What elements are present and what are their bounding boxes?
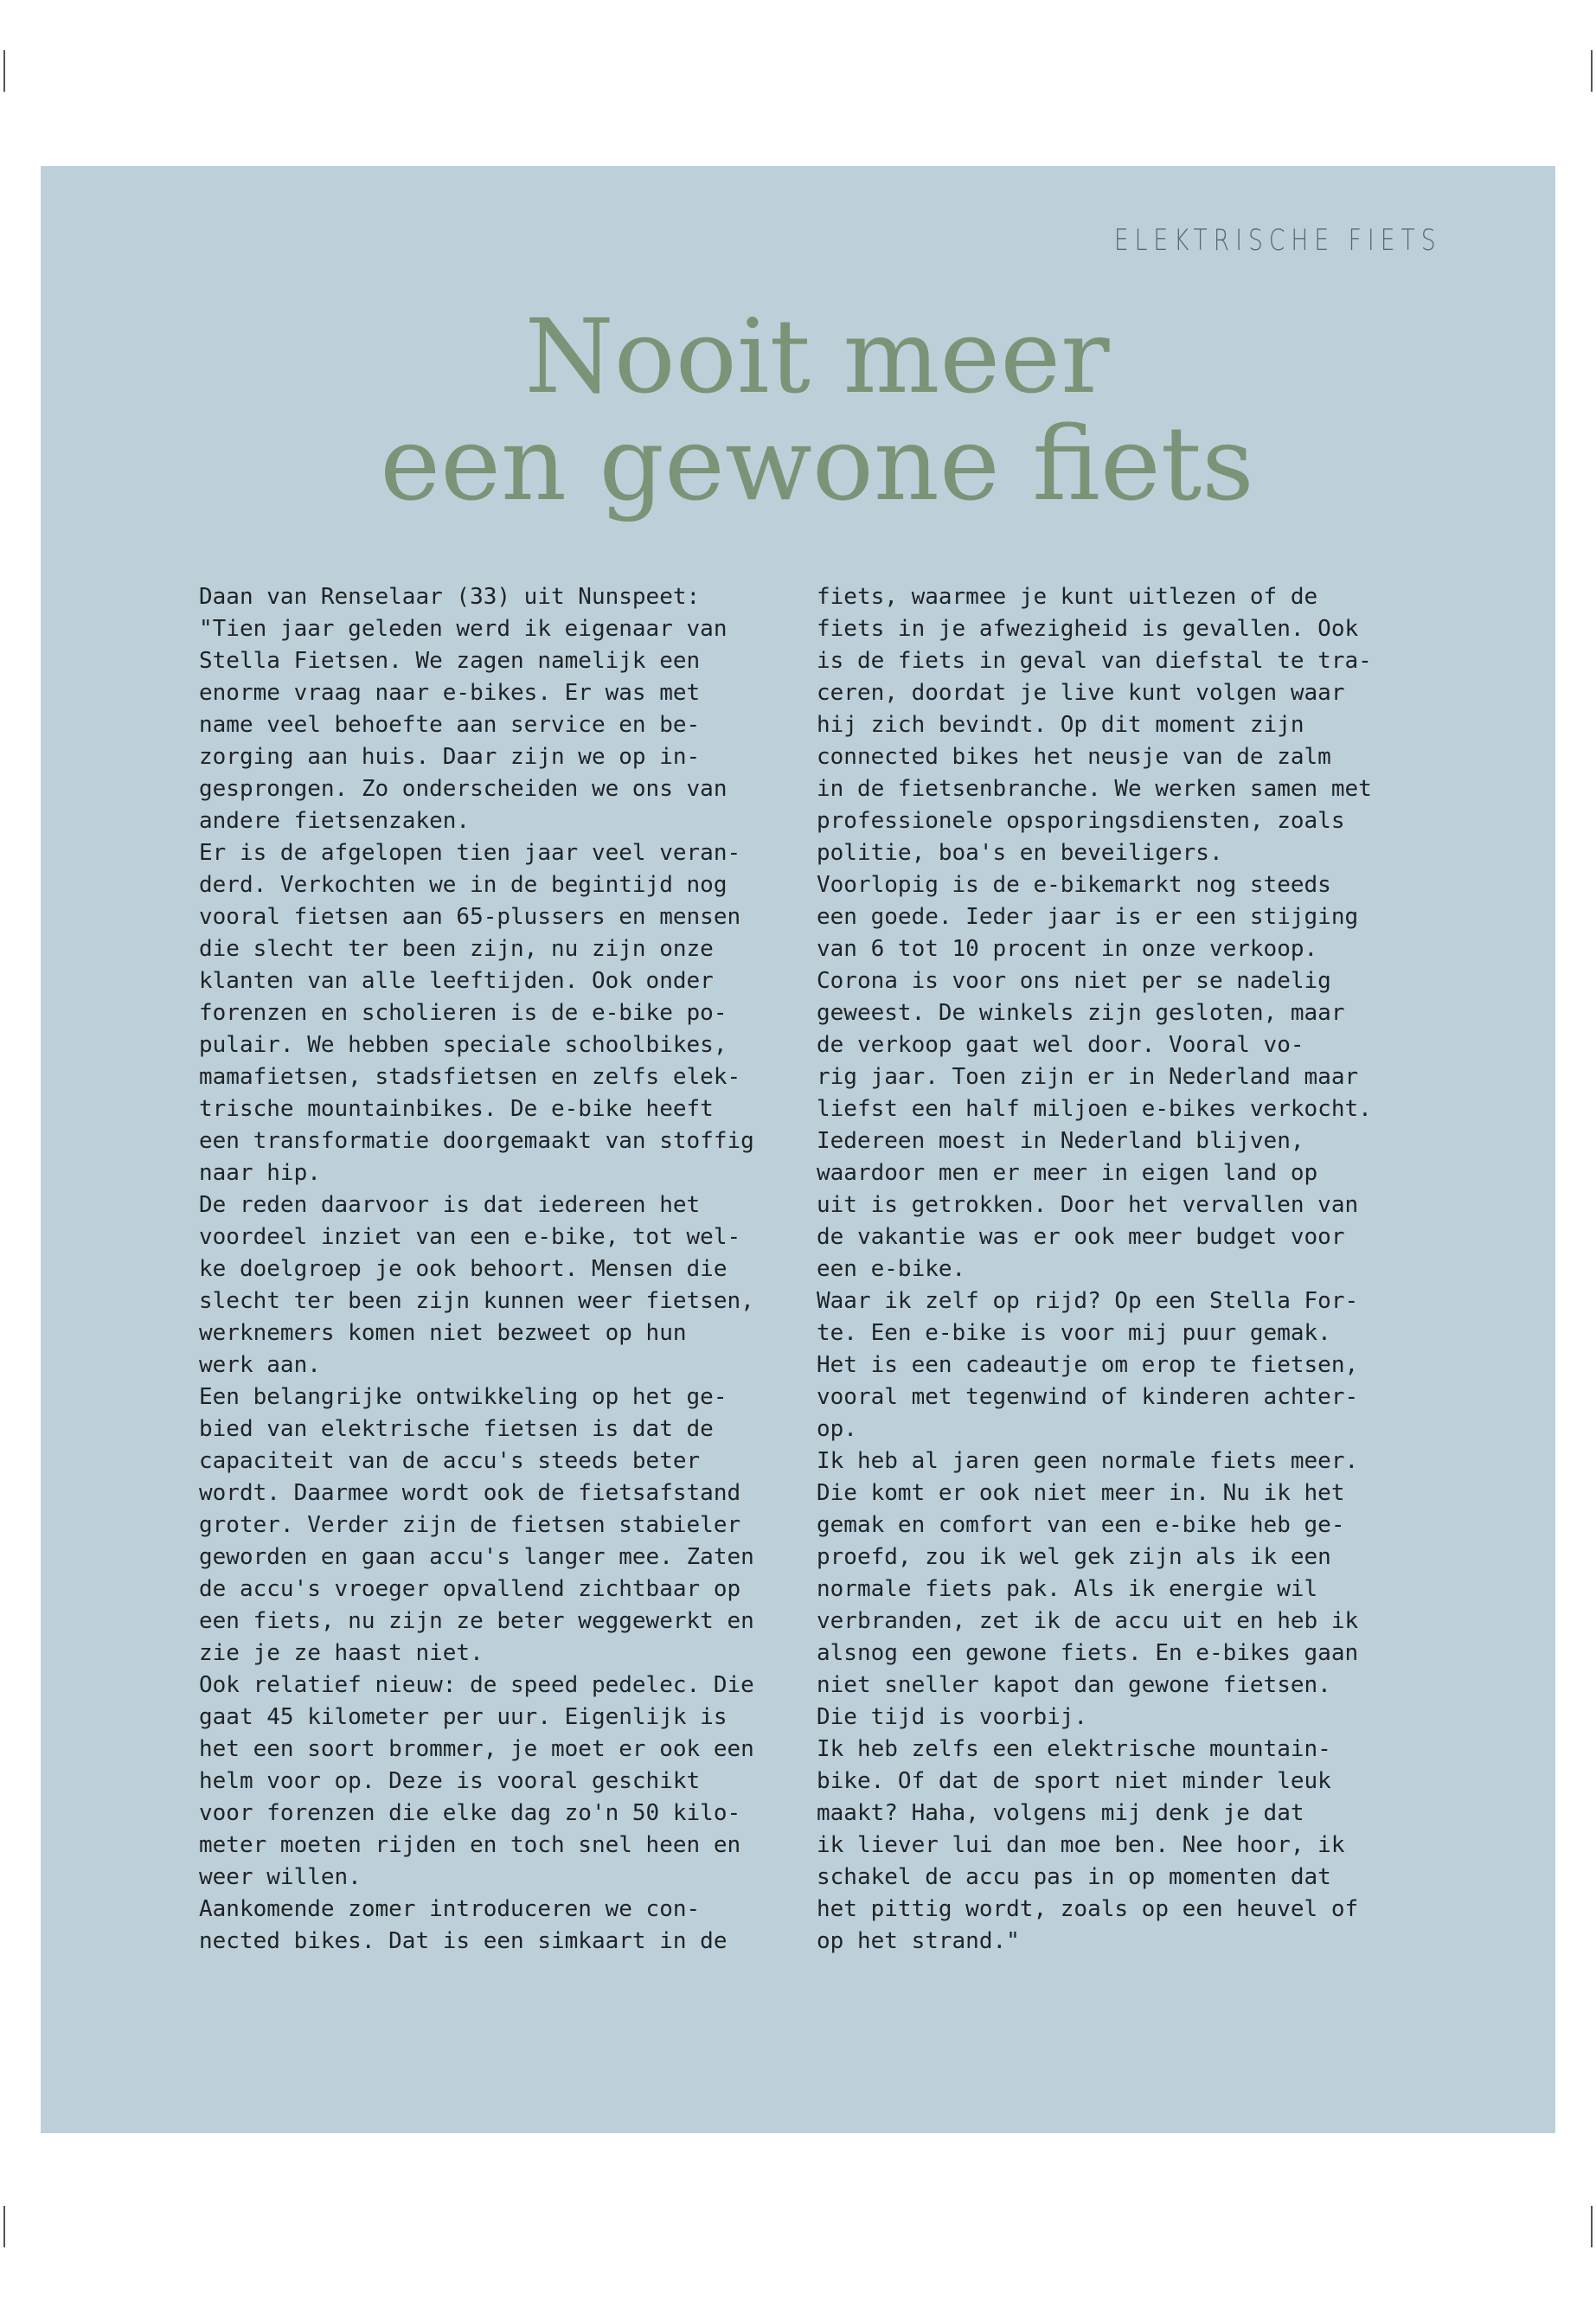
article-line: Ook relatief nieuw: de speed pedelec. Die — [199, 1672, 754, 1698]
article-line: werknemers komen niet bezweet op hun — [199, 1320, 687, 1346]
article-line: die slecht ter been zijn, nu zijn onze — [199, 936, 714, 962]
article-line: de accu's vroeger opvallend zichtbaar op — [199, 1576, 741, 1602]
article-line: normale fiets pak. Als ik energie wil — [817, 1576, 1318, 1602]
article-line: te. Een e-bike is voor mij puur gemak. — [817, 1320, 1331, 1346]
article-line: Corona is voor ons niet per se nadelig — [817, 968, 1331, 994]
crop-mark-bottom-left — [3, 2206, 5, 2247]
article-line: fiets, waarmee je kunt uitlezen of de — [817, 584, 1318, 610]
article-line: enorme vraag naar e-bikes. Er was met — [199, 680, 701, 706]
article-line: Die komt er ook niet meer in. Nu ik het — [817, 1480, 1345, 1506]
article-line: trische mountainbikes. De e-bike heeft — [199, 1096, 714, 1122]
article-line: connected bikes het neusje van de zalm — [817, 744, 1331, 770]
article-line: slecht ter been zijn kunnen weer fietsen, — [199, 1288, 754, 1314]
article-line: is de fiets in geval van diefstal te tra- — [817, 648, 1372, 674]
article-line: "Tien jaar geleden werd ik eigenaar van — [199, 616, 727, 642]
article-line: gesprongen. Zo onderscheiden we ons van — [199, 776, 727, 802]
article-line: naar hip. — [199, 1160, 321, 1186]
article-line: helm voor op. Deze is vooral geschikt — [199, 1768, 701, 1794]
article-line: liefst een half miljoen e-bikes verkocht. — [817, 1096, 1372, 1122]
article-line: fiets in je afwezigheid is gevallen. Ook — [817, 616, 1359, 642]
article-line: Ik heb al jaren geen normale fiets meer. — [817, 1448, 1359, 1474]
article-line: Stella Fietsen. We zagen namelijk een — [199, 648, 701, 674]
article-line: Daan van Renselaar (33) uit Nunspeet: — [199, 584, 701, 610]
article-line: derd. Verkochten we in de begintijd nog — [199, 872, 727, 898]
article-line: verbranden, zet ik de accu uit en heb ik — [817, 1608, 1359, 1634]
article-line: mamafietsen, stadsfietsen en zelfs elek- — [199, 1064, 741, 1090]
article-line: geweest. De winkels zijn gesloten, maar — [817, 1000, 1345, 1026]
article-column-right — [817, 581, 1413, 1958]
article-line: de verkoop gaat wel door. Vooral vo- — [817, 1032, 1304, 1058]
crop-mark-bottom-right — [1591, 2206, 1593, 2247]
article-line: een e-bike. — [817, 1256, 966, 1282]
article-line: andere fietsenzaken. — [199, 808, 471, 834]
headline-line-2: een gewone fiets — [380, 404, 1254, 523]
article-line: zorging aan huis. Daar zijn we op in- — [199, 744, 701, 770]
article-line: bied van elektrische fietsen is dat de — [199, 1416, 714, 1442]
article-line: alsnog een gewone fiets. En e-bikes gaan — [817, 1640, 1359, 1666]
article-line: van 6 tot 10 procent in onze verkoop. — [817, 936, 1318, 962]
article-line: Aankomende zomer introduceren we con- — [199, 1896, 701, 1922]
article-line: Waar ik zelf op rijd? Op een Stella For- — [817, 1288, 1359, 1314]
headline-line-1: Nooit meer — [524, 297, 1110, 416]
article-line: pulair. We hebben speciale schoolbikes, — [199, 1032, 727, 1058]
article-line: meter moeten rijden en toch snel heen en — [199, 1832, 741, 1858]
article-line: uit is getrokken. Door het vervallen van — [817, 1192, 1359, 1218]
article-line: wordt. Daarmee wordt ook de fietsafstand — [199, 1480, 741, 1506]
article-line: ik liever lui dan moe ben. Nee hoor, ik — [817, 1832, 1345, 1858]
article-line: op. — [817, 1416, 857, 1442]
article-line: zie je ze haast niet. — [199, 1640, 484, 1666]
crop-mark-top-left — [3, 50, 5, 92]
article-line: gemak en comfort van een e-bike heb ge- — [817, 1512, 1345, 1538]
article-line: nected bikes. Dat is een simkaart in de — [199, 1928, 727, 1954]
article-line: een goede. Ieder jaar is er een stijging — [817, 904, 1359, 930]
article-line: vooral fietsen aan 65-plussers en mensen — [199, 904, 741, 930]
article-line: Er is de afgelopen tien jaar veel veran- — [199, 840, 741, 866]
article-line: waardoor men er meer in eigen land op — [817, 1160, 1318, 1186]
article-line: in de fietsenbranche. We werken samen met — [817, 776, 1372, 802]
crop-mark-top-right — [1591, 50, 1593, 92]
article-line: Een belangrijke ontwikkeling op het ge- — [199, 1384, 727, 1410]
article-line: een transformatie doorgemaakt van stoffig — [199, 1128, 754, 1154]
article-line: niet sneller kapot dan gewone fietsen. — [817, 1672, 1331, 1698]
article-line: voordeel inziet van een e-bike, tot wel- — [199, 1224, 741, 1250]
article-line: hij zich bevindt. Op dit moment zijn — [817, 712, 1304, 738]
article-line: name veel behoefte aan service en be- — [199, 712, 701, 738]
article-line: professionele opsporingsdiensten, zoals — [817, 808, 1345, 834]
article-line: het een soort brommer, je moet er ook een — [199, 1736, 754, 1762]
article-line: groter. Verder zijn de fietsen stabieler — [199, 1512, 741, 1538]
article-line: het pittig wordt, zoals op een heuvel of — [817, 1896, 1359, 1922]
article-line: schakel de accu pas in op momenten dat — [817, 1864, 1331, 1890]
article-line: de vakantie was er ook meer budget voor — [817, 1224, 1345, 1250]
article-line: capaciteit van de accu's steeds beter — [199, 1448, 701, 1474]
article-line: voor forenzen die elke dag zo'n 50 kilo- — [199, 1800, 741, 1826]
article-line: Ik heb zelfs een elektrische mountain- — [817, 1736, 1331, 1762]
article-line: werk aan. — [199, 1352, 321, 1378]
article-line: gaat 45 kilometer per uur. Eigenlijk is — [199, 1704, 727, 1730]
article-line: bike. Of dat de sport niet minder leuk — [817, 1768, 1331, 1794]
article-line: ke doelgroep je ook behoort. Mensen die — [199, 1256, 727, 1282]
article-line: De reden daarvoor is dat iedereen het — [199, 1192, 701, 1218]
article-line: Voorlopig is de e-bikemarkt nog steeds — [817, 872, 1331, 898]
article-line: een fiets, nu zijn ze beter weggewerkt en — [199, 1608, 754, 1634]
section-label: ELEKTRISCHE FIETS — [1114, 223, 1442, 258]
article-line: proefd, zou ik wel gek zijn als ik een — [817, 1544, 1331, 1570]
article-line: geworden en gaan accu's langer mee. Zaten — [199, 1544, 754, 1570]
article-line: klanten van alle leeftijden. Ook onder — [199, 968, 714, 994]
article-line: maakt? Haha, volgens mij denk je dat — [817, 1800, 1304, 1826]
article-line: Het is een cadeautje om erop te fietsen, — [817, 1352, 1359, 1378]
article-line: politie, boa's en beveiligers. — [817, 840, 1223, 866]
article-line: vooral met tegenwind of kinderen achter- — [817, 1384, 1359, 1410]
article-line: ceren, doordat je live kunt volgen waar — [817, 680, 1345, 706]
article-line: Die tijd is voorbij. — [817, 1704, 1088, 1730]
article-panel — [41, 166, 1555, 2133]
article-line: Iedereen moest in Nederland blijven, — [817, 1128, 1304, 1154]
article-line: rig jaar. Toen zijn er in Nederland maar — [817, 1064, 1359, 1090]
article-line: op het strand." — [817, 1928, 1020, 1954]
headline — [41, 297, 1593, 523]
article-line: forenzen en scholieren is de e-bike po- — [199, 1000, 727, 1026]
article-column-left — [199, 581, 796, 1958]
article-line: weer willen. — [199, 1864, 362, 1890]
